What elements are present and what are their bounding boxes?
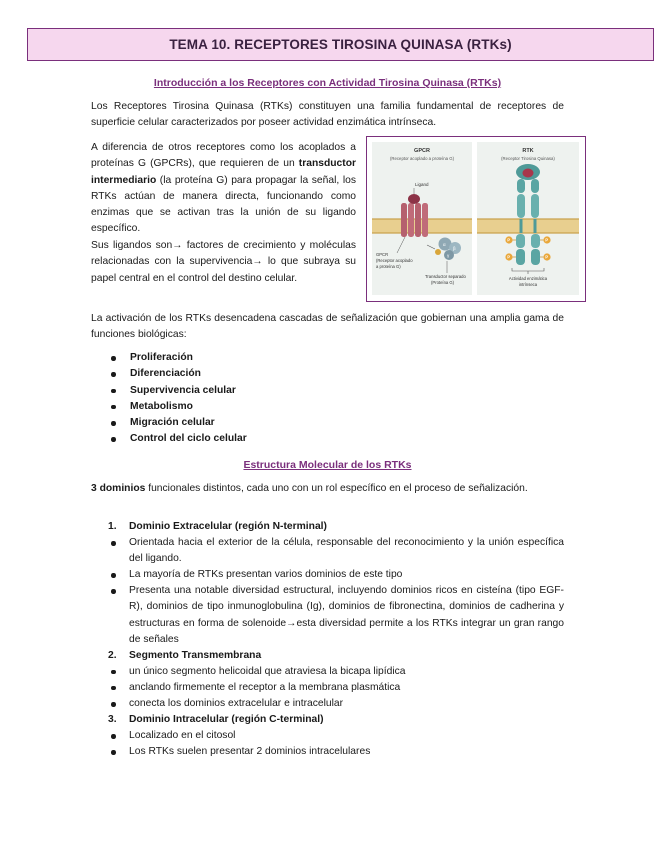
- paragraph-functions-intro: La activación de los RTKs desencadena cascadas de señalización que gobiernan una amplia gama de funciones biológicas:: [91, 313, 564, 341]
- phospho-p-4: P: [545, 254, 549, 260]
- gpcr-label-3: a proteína G): [376, 264, 401, 269]
- list-item: [108, 583, 564, 647]
- domain-heading-transmembrane: [108, 648, 564, 664]
- function-item: Diferenciación: [108, 366, 247, 382]
- bullet-dot: [111, 702, 116, 707]
- list-item: [108, 728, 564, 744]
- section-heading-intro: Introducción a los Receptores con Actividad Tirosina Quinasa (RTKs): [153, 77, 502, 89]
- transducer-term: transductor intermediario: [91, 158, 356, 186]
- list-item-text: La mayoría de RTKs presentan varios dominios de este tipo: [129, 569, 403, 581]
- list-item: [108, 535, 564, 567]
- bullet-dot: [111, 734, 116, 739]
- domains-intro-rest: funcionales distintos, cada uno con un rol específico en el proceso de señalización.: [145, 483, 528, 494]
- list-item-text: Localizado en el citosol: [129, 730, 236, 742]
- list-number: 3.: [108, 714, 117, 726]
- bullet-dot: [111, 670, 116, 675]
- domains-list: [108, 519, 564, 760]
- list-number: 1.: [108, 521, 117, 532]
- list-item-text: Los RTKs suelen presentar 2 dominios intracelulares: [129, 746, 371, 758]
- domain-heading-intracellular: [108, 712, 564, 728]
- function-item: Supervivencia celular: [108, 383, 247, 399]
- g-alpha-label: α: [443, 242, 446, 247]
- list-item: [108, 664, 564, 680]
- function-item: Control del ciclo celular: [108, 431, 247, 447]
- list-item: [108, 696, 564, 712]
- paragraph-ligands: Sus ligandos son→ factores de crecimiento y moléculas relacionadas con la supervivencia→ lo que subraya su papel central en el control del destino celular.: [91, 240, 356, 284]
- bullet-dot: [111, 686, 116, 691]
- phospho-p-3: P: [507, 254, 511, 260]
- phospho-p-1: P: [507, 237, 511, 243]
- bullet-dot: [111, 750, 116, 755]
- title-banner: [27, 28, 654, 61]
- bullet-dot: [111, 541, 116, 546]
- list-item-text: Orientada hacia el exterior de la célula, responsable del reconocimiento y la unión específica del ligando.: [129, 537, 564, 565]
- function-item: Metabolismo: [108, 399, 247, 415]
- domains-count: 3 dominios: [91, 483, 146, 494]
- paragraph-intro: Los Receptores Tirosina Quinasa (RTKs) constituyen una familia fundamental de receptores de superficie celular caracterizados por poseer actividad enzimática intrínseca.: [91, 101, 564, 129]
- transducer-label-2: (Proteína G): [431, 280, 455, 285]
- bullet-dot: [111, 573, 116, 578]
- function-item: Proliferación: [108, 350, 247, 366]
- paragraph-comparison-b: (la proteína G) para propagar la señal, los RTKs actúan de manera directa, funcionando como enzimas que se activan tras la unión de su ligando específico.: [91, 174, 356, 235]
- rtk-membrane: [477, 219, 579, 233]
- domain-heading-extracellular: [108, 519, 564, 535]
- activity-label-1: Actividad enzimática: [508, 276, 548, 281]
- paragraph-comparison: [91, 140, 356, 238]
- transducer-label-1: Transductor separado: [425, 274, 466, 279]
- figure-svg: [367, 137, 584, 300]
- list-number: 2.: [108, 649, 117, 661]
- domain-heading-text: Dominio Intracelular (región C-terminal): [129, 714, 324, 726]
- gpcr-title: GPCR: [414, 148, 430, 154]
- list-item: [108, 680, 564, 696]
- g-beta-label: β: [453, 246, 456, 251]
- function-item: Migración celular: [108, 415, 247, 431]
- gpcr-rtk-figure: [366, 136, 586, 302]
- phospho-p-2: P: [545, 237, 549, 243]
- bullet-dot: [111, 589, 116, 594]
- domain-heading-text: Dominio Extracelular (región N-terminal): [129, 521, 327, 532]
- rtk-subtitle: (Receptor Tirosina Quinasa): [501, 156, 555, 161]
- list-item-text: un único segmento helicoidal que atraviesa la bicapa lipídica: [129, 665, 406, 677]
- list-item-text: Presenta una notable diversidad estructural, incluyendo dominios ricos en cisteína (tipo EGF-R), dominios de tipo inmunoglobulina (Ig), dominios de fibronectina, dominios de cadherina y estructuras en forma de solenoide→esta diversidad permite a los RTKs integrar un gran rango de señales: [129, 585, 564, 645]
- gpcr-subtitle: (Receptor acoplado a proteína G): [389, 156, 455, 161]
- ligand-label: Ligand: [415, 182, 429, 187]
- list-item-text: conecta los dominios extracelular e intracelular: [129, 698, 344, 710]
- gpcr-label-1: GPCR: [376, 252, 389, 257]
- domain-heading-text: Segmento Transmembrana: [129, 649, 262, 661]
- list-item: [108, 744, 564, 760]
- functions-list: [108, 350, 247, 448]
- rtk-title: RTK: [522, 148, 534, 154]
- page-title: TEMA 10. RECEPTORES TIROSINA QUINASA (RTKs): [169, 37, 512, 52]
- activity-label-2: intrínseca: [518, 282, 538, 287]
- gpcr-label-2: (Receptor acoplado: [376, 258, 413, 263]
- section-heading-structure: Estructura Molecular de los RTKs: [243, 459, 412, 471]
- list-item-text: anclando firmemente el receptor a la membrana plasmática: [129, 681, 401, 693]
- list-item: [108, 567, 564, 583]
- paragraph-comparison-a: A diferencia de otros receptores como los acoplados a proteínas G (GPCRs), que requieren de un: [91, 142, 356, 170]
- paragraph-domains-intro: [91, 481, 564, 497]
- g-gamma-label: γ: [447, 253, 450, 258]
